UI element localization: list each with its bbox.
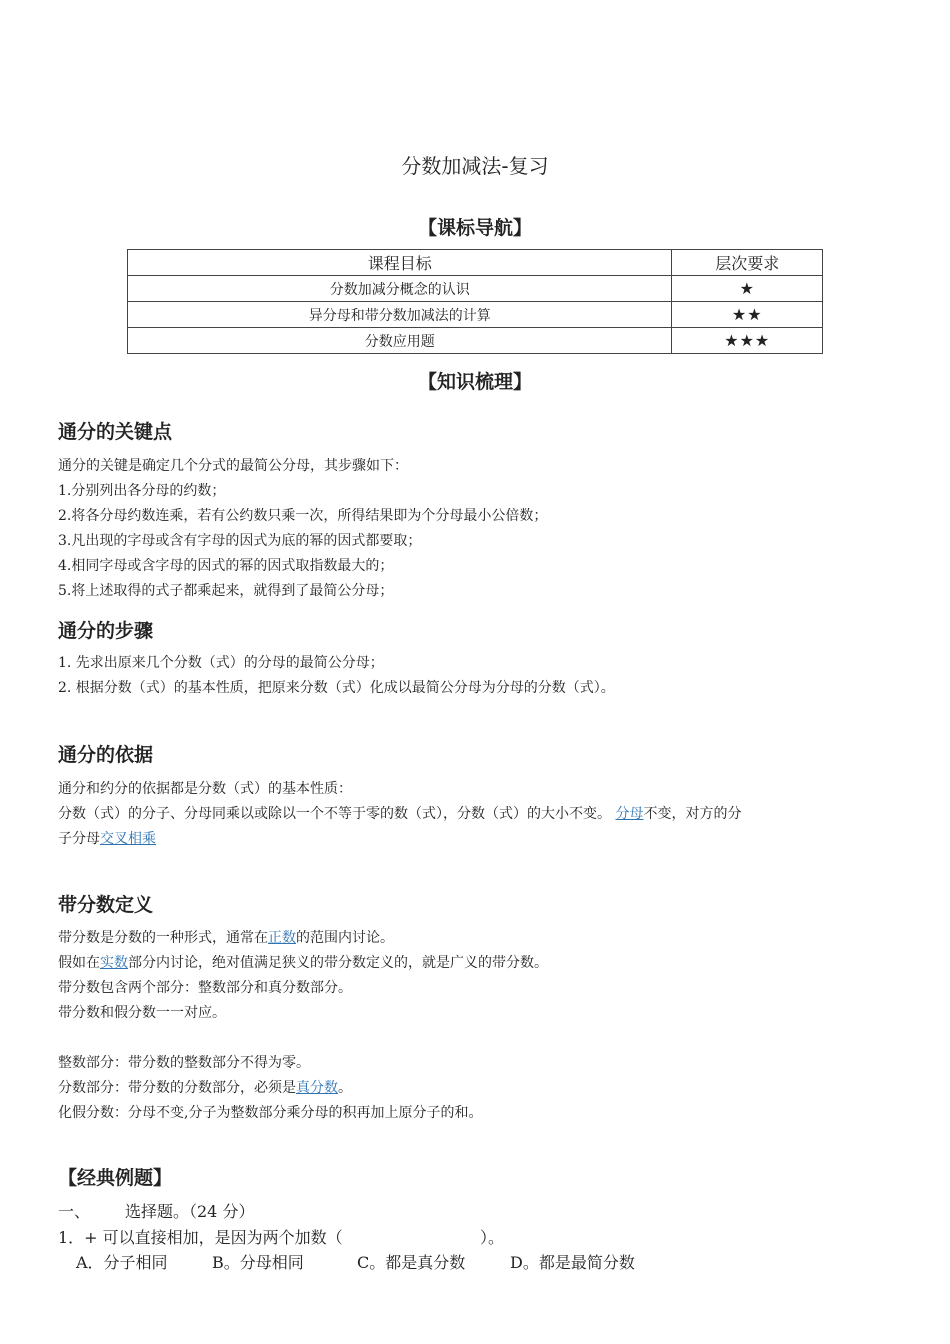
body-line: 整数部分：带分数的整数部分不得为零。 [58,1055,310,1071]
section-heading: 带分数定义 [58,894,154,916]
body-line: 3.凡出现的字母或含有字母的因式为底的幂的因式都要取； [58,533,422,549]
body-line: 5.将上述取得的式子都乘起来，就得到了最简公分母； [58,583,394,599]
body-line: 化假分数：分母不变,分子为整数部分乘分母的积再加上原分子的和。 [58,1105,483,1121]
table-row [128,302,823,328]
body-line: 2.将各分母约数连乘，若有公约数只乘一次，所得结果即为个分母最小公倍数； [58,508,548,524]
option-c[interactable]: C。都是真分数 [357,1253,466,1272]
body-line: 1. 先求出原来几个分数（式）的分母的最简公分母； [58,655,384,671]
body-text: 假如在 [58,955,100,971]
body-line: 带分数和假分数一一对应。 [58,1005,226,1021]
section4-body [58,926,548,1126]
body-line [58,1076,548,1101]
body-text: 。 [338,1080,352,1096]
nav-heading: 【课标导航】 [417,217,532,239]
table-header-row [128,250,823,276]
section-heading: 通分的步骤 [58,620,154,642]
body-line [58,926,548,951]
question-1: 1．+ 可以直接相加，是因为两个加数（ [58,1228,343,1247]
positive-number-link[interactable]: 正数 [268,930,296,946]
level-cell: ★ [672,276,823,302]
table-row [128,276,823,302]
part-label: 一、 [58,1202,91,1221]
body-line: 通分的关键是确定几个分式的最简公分母，其步骤如下： [58,458,408,474]
body-line [58,827,741,852]
body-line [58,951,548,976]
proper-fraction-link[interactable]: 真分数 [296,1080,338,1096]
part-title: 选择题。（24 分） [125,1202,255,1221]
cross-multiply-link[interactable]: 交叉相乘 [100,831,156,847]
real-number-link[interactable]: 实数 [100,955,128,971]
section-heading: 通分的关键点 [58,421,173,443]
section1-body [58,454,547,604]
goal-cell: 分数加减分概念的认识 [128,276,672,302]
body-line: 2. 根据分数（式）的基本性质，把原来分数（式）化成以最简公分母为分母的分数（式）。 [58,680,615,696]
knowledge-heading: 【知识梳理】 [417,371,532,393]
body-line [58,802,741,827]
section3-body [58,777,741,852]
page-title: 分数加减法-复习 [401,154,549,178]
body-text: 的范围内讨论。 [296,930,394,946]
section-heading: 通分的依据 [58,744,154,766]
section2-body [58,651,615,701]
body-text: 不变，对方的分 [643,806,742,822]
goal-cell: 异分母和带分数加减法的计算 [128,302,672,328]
option-d[interactable]: D。都是最简分数 [510,1253,635,1272]
body-text: 分数部分：带分数的分数部分，必须是 [58,1080,296,1096]
body-line: 通分和约分的依据都是分数（式）的基本性质： [58,781,352,797]
goal-cell: 分数应用题 [128,328,672,354]
header-level: 层次要求 [672,250,823,276]
question-1-end: ）。 [480,1228,505,1247]
body-line: 1.分别列出各分母的约数； [58,483,226,499]
body-text: 带分数是分数的一种形式，通常在 [58,930,268,946]
option-b[interactable]: B。分母相同 [212,1253,304,1272]
blank-line [58,1026,548,1051]
body-line: 带分数包含两个部分：整数部分和真分数部分。 [58,980,352,996]
denominator-link[interactable]: 分母 [615,806,644,822]
body-text: 部分内讨论，绝对值满足狭义的带分数定义的，就是广义的带分数。 [128,955,548,971]
goals-table [127,249,823,354]
body-text: 子分母 [58,831,100,847]
header-goal: 课程目标 [128,250,672,276]
body-line: 4.相同字母或含字母的因式的幂的因式取指数最大的； [58,558,394,574]
body-text: 分数（式）的分子、分母同乘以或除以一个不等于零的数（式），分数（式）的大小不变。 [58,806,611,822]
option-a[interactable]: A．分子相同 [76,1253,168,1272]
table-row [128,328,823,354]
level-cell: ★★★ [672,328,823,354]
examples-heading: 【经典例题】 [58,1167,173,1189]
level-cell: ★★ [672,302,823,328]
